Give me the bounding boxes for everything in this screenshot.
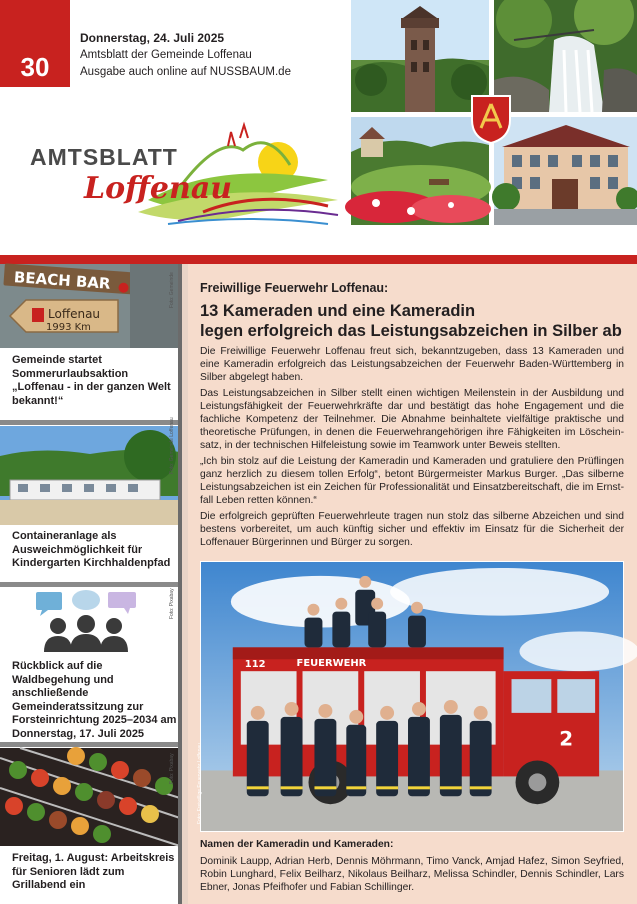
online-note: Ausgabe auch online auf NUSSBAUM.de	[80, 66, 291, 78]
header-divider-bar	[0, 255, 637, 264]
sidebar-image-grill-skewers	[0, 748, 180, 846]
photo-credit-sidebar-4: Foto: Pixabay	[169, 753, 175, 784]
masthead-script-text: Loffenau	[84, 171, 233, 206]
sidebar-image-container-facility	[0, 426, 180, 525]
names-heading: Namen der Kameradin und Kameraden:	[200, 839, 394, 850]
masthead-landscape-graphic	[28, 120, 348, 230]
photo-credit-sidebar-1: Foto: Gemeinde	[169, 272, 175, 308]
article-paragraph: „Ich bin stolz auf die Leistung der Kameradin und Kameraden und gratuliere den Prüflingen ganz herzlich zu diesem tollen Erfolg“, betont Bürgermeister Markus Burger. „Das silberne Leistungsabzeichen ist ein Zeichen für Professionalität und Einsatzbereitschaft, die im Ernstfall Leben retten können.“	[200, 456, 624, 506]
loffenau-sign-text: Loffenau	[48, 307, 101, 321]
masthead-title: AMTSBLATT	[30, 144, 178, 170]
photo-credit-sidebar-3: Foto: Pixabay	[169, 588, 175, 619]
header-info	[80, 30, 291, 81]
sidebar-caption-summer-campaign: Gemeinde startet Sommerurlaubsaktion „Loffenau - in der ganzen Welt bekannt!“	[12, 354, 171, 407]
publication-subtitle: Amtsblatt der Gemeinde Loffenau	[80, 49, 252, 61]
photo-lookout-tower	[351, 0, 489, 112]
sidebar-image-beach-bar	[0, 264, 180, 348]
masthead-logo	[28, 120, 348, 230]
article-headline-line-2: legen erfolgreich das Leistungsabzeichen in Silber ab	[200, 322, 622, 340]
sidebar-separator	[0, 582, 180, 587]
sidebar-image-meeting-icon	[0, 588, 180, 654]
distance-sign-text: 1993 Km	[46, 322, 91, 333]
article-headline	[200, 301, 630, 341]
photo-credit-article: Foto: Freiwillige Feuerwehr Loffenau	[197, 742, 203, 824]
names-list: Dominik Laupp, Adrian Herb, Dennis Möhrmann, Timo Vanck, Amjad Hafez, Simon Seyfried, Robin Lunghard, Felix Beilharz, Nikolaus Beilharz, Melissa Schindler, Dennis Schindler, Lars Ebner, Jonas Pfeifhofer und Fabian Schillinger.	[200, 856, 624, 893]
article-body	[200, 345, 624, 552]
sidebar-caption-senior-barbecue: Freitag, 1. August: Arbeitskreis für Senioren lädt zum Grillabend ein	[12, 852, 175, 891]
issue-date: Donnerstag, 24. Juli 2025	[80, 31, 225, 45]
issue-number: 30	[20, 52, 50, 82]
article-headline-line-1: 13 Kameraden und eine Kameradin	[200, 302, 476, 320]
sidebar-caption-forest-inspection: Rückblick auf die Waldbegehung und anschließende Gemeinderatssitzung zur Forsteinrichtung 2025–2034 am Donnerstag, 17. Juli 2025	[12, 660, 177, 740]
photo-waterfall	[494, 0, 637, 112]
sidebar-separator	[0, 420, 180, 425]
sidebar-separator	[0, 742, 180, 747]
truck-feuerwehr-text: FEUERWEHR	[296, 658, 367, 670]
photo-town-hall	[494, 117, 637, 225]
sidebar-caption-container-facility: Containeranlage als Ausweichmöglichkeit für Kindergarten Kirchhaldenpfad	[12, 530, 171, 569]
photo-credit-sidebar-2: Foto: Gemeinde Loffenau	[169, 417, 175, 474]
article-paragraph: Die Freiwillige Feuerwehr Loffenau freut sich, bekanntzugeben, dass 13 Kameraden und eine Kameradin erfolgreich das Leistungsabzeichen der Feuerwehr Baden-Württemberg in Silber abgelegt haben.	[200, 346, 624, 383]
article-paragraph: Das Leistungsabzeichen in Silber stellt einen wichtigen Meilenstein in der Ausbildung und Leistungsfähigkeit der Feuerwehrkräfte dar und bestätigt das hohe Engagement und die fachliche Kompetenz der Teilnehmer. Die Abnahme beinhaltete vielfältige praktische und theoretische Prüfungen, in denen die Feuerwehrangehörigen ihre Fähigkeiten im Löscheinsatz, in der technischen Hilfeleistung sowie im Teamwork unter Beweis stellten.	[200, 388, 624, 451]
truck-side-number: 2	[559, 727, 574, 751]
issue-number-box	[0, 0, 70, 87]
main-article	[188, 264, 637, 904]
article-photo-firefighters	[197, 561, 624, 832]
article-kicker: Freiwillige Feuerwehr Loffenau:	[200, 281, 389, 295]
photo-flower-park	[351, 117, 489, 225]
sidebar	[0, 264, 182, 904]
truck-number-text: 112	[244, 659, 266, 671]
beach-bar-sign-text: BEACH BAR	[13, 268, 112, 293]
article-paragraph: Die erfolgreich geprüften Feuerwehrleute tragen nun stolz das silberne Abzeichen und sind bestens vorbereitet, um auch künftig sicher und effektiv im Einsatz für die Sicherheit der Loffenauer Bürgerinnen und Bürger zu sorgen.	[200, 511, 624, 548]
municipal-coat-of-arms	[470, 94, 512, 144]
